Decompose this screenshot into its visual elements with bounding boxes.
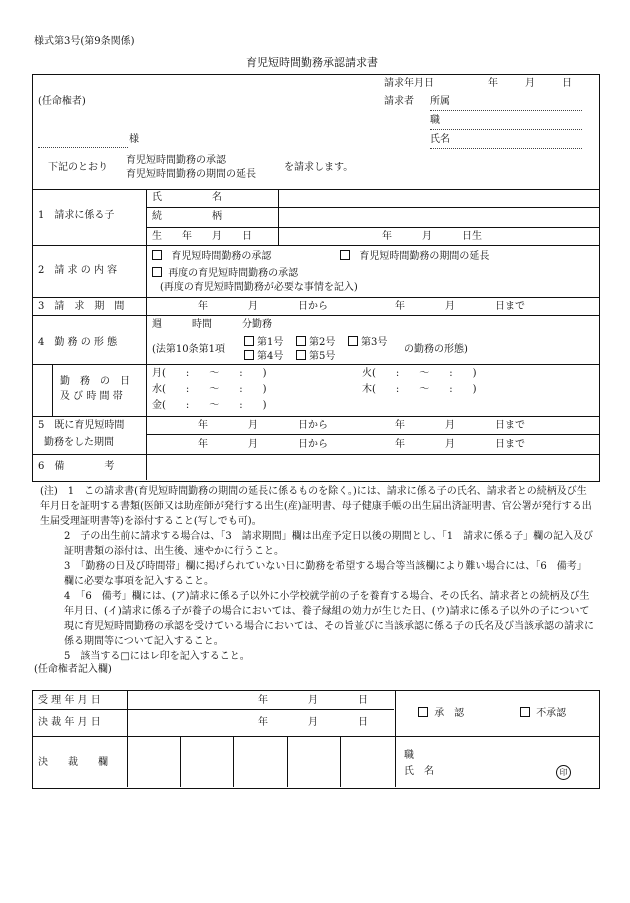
checkbox-extension[interactable] [340,250,350,260]
checkbox-item-1[interactable] [244,336,254,346]
note-3: 3 「勤務の日及び時間帯」欄に掲げられていない日に勤務を希望する場合等当該欄により難い場合には、「6 備考」欄に必要な事項を記入すること。 [64,561,587,587]
law-item-3[interactable] [348,336,387,349]
row-remarks-label: 6 備 考 [38,461,115,472]
content-option-approval-text: 育児短時間勤務の承認 [171,251,272,262]
content-option-reapproval[interactable] [152,267,298,280]
child-birthdate-value: 年 月 日生 [382,231,482,242]
day-label: 日 [562,78,572,89]
appointer-section-label: (任命権者記入欄) [34,664,112,675]
note-4: 4 「6 備考」欄には、(ア)請求に係る子以外に小学校就学前の子を養育する場合、その氏名、請求者との続柄及び生年月日、(イ)請求に係る子が養子の場合においては、養子縁組の効力が生じた日、(ウ)請求に係る子以外の子について現に育児短時間勤務の承認を受けている場合においては、その旨並びに当該承認に係る子の氏名及び当該承認の請求に係る期間等について記入すること。 [64,591,594,647]
day-monday: 月( : 〜 : ) [152,368,267,379]
approve-option[interactable] [418,707,464,720]
day-thursday: 木( : 〜 : ) [362,384,477,395]
content-option-reapproval-text: 再度の育児短時間勤務の承認 [168,268,299,279]
weekly-hours: 週 時間 分勤務 [152,319,272,330]
checkbox-item-5[interactable] [296,350,306,360]
sama-label: 様 [129,134,139,145]
period-to: 年 月 日まで [395,301,525,312]
note-1: (注) 1 この請求書(育児短時間勤務の期間の延長に係るものを除く。)には、請求に係る子の氏名、請求者との続柄及び生年月日を証明する書類(医師又は助産師が発行する出生(産)証明書、母子健康手帳の出生届出済証明書、官公署が発行する出生届受理証明書等)を添付すること(写しでも可)。 [40,486,592,527]
checkbox-approval[interactable] [152,250,162,260]
position-field[interactable] [430,129,582,130]
received-date-label: 受 理 年 月 日 [38,695,101,706]
row-child-label: 1 請求に係る子 [38,210,115,221]
received-date-value: 年 月 日 [258,695,368,706]
position-label: 職 [430,115,440,126]
checkbox-approve[interactable] [418,707,428,717]
day-tuesday: 火( : 〜 : ) [362,368,477,379]
decided-date-value: 年 月 日 [258,717,368,728]
period-from: 年 月 日から [198,301,328,312]
law-item-2[interactable] [296,336,335,349]
day-friday: 金( : 〜 : ) [152,400,267,411]
work-days-label: 勤 務 の 日 [60,376,130,387]
law-item-1[interactable] [244,336,283,349]
request-date-label: 請求年月日 [384,78,434,89]
law-item-5-text: 第5号 [309,351,336,362]
year-label: 年 [488,78,498,89]
past-period-1-from: 年 月 日から [198,420,328,431]
law-reference: (法第10条第1項 [152,344,225,355]
row-past-label-2: 勤務をした期間 [44,437,114,448]
intro-prefix: 下記のとおり [48,162,108,173]
child-relation-label: 続 柄 [152,211,222,222]
requester-label: 請求者 [384,96,414,107]
checkbox-item-3[interactable] [348,336,358,346]
affiliation-label: 所属 [430,96,450,107]
note-2: 2 子の出生前に請求する場合は、「3 請求期間」欄は出産予定日以後の期間とし、「1 請求に係る子」欄の記入及び証明書類の添付は、出生後、速やかに行うこと。 [64,531,594,557]
affiliation-field[interactable] [430,110,582,111]
note-5: 5 該当する□にはレ印を記入すること。 [64,651,250,662]
intro-suffix: を請求します。 [284,162,354,173]
seal-mark: 印 [556,765,571,780]
reject-option[interactable] [520,707,566,720]
day-wednesday: 水( : 〜 : ) [152,384,267,395]
row-period-label: 3 請 求 期 間 [38,301,125,312]
law-item-1-text: 第1号 [257,337,284,348]
past-period-2-to: 年 月 日まで [395,439,525,450]
law-item-4-text: 第4号 [257,351,284,362]
name-field[interactable] [430,148,582,149]
checkbox-reject[interactable] [520,707,530,717]
row-content-label: 2 請 求 の 内 容 [38,265,118,276]
reject-text: 不承認 [536,708,567,719]
intro-option-approval: 育児短時間勤務の承認 [126,155,226,166]
row-past-label-1: 5 既に育児短時間 [38,420,125,431]
law-item-2-text: 第2号 [309,337,336,348]
appointer-name-field[interactable] [38,147,128,148]
approval-column-label: 決 裁 欄 [38,757,108,768]
content-option-extension[interactable] [340,250,489,263]
month-label: 月 [525,78,535,89]
decided-date-label: 決 裁 年 月 日 [38,717,101,728]
child-name-label: 氏 名 [152,192,222,203]
checkbox-item-2[interactable] [296,336,306,346]
law-item-4[interactable] [244,350,283,363]
approver-name-label: 氏 名 [404,766,434,777]
notes-section [40,484,596,664]
form-number: 様式第3号(第9条関係) [34,36,135,47]
content-option-extension-text: 育児短時間勤務の期間の延長 [359,251,490,262]
law-reference-end: の勤務の形態) [404,344,468,355]
checkbox-reapproval[interactable] [152,267,162,277]
past-period-2-from: 年 月 日から [198,439,328,450]
content-reapproval-note: (再度の育児短時間勤務が必要な事情を記入) [160,282,358,293]
approve-text: 承 認 [434,708,465,719]
checkbox-item-4[interactable] [244,350,254,360]
row-work-style-label: 4 勤 務 の 形 態 [38,337,118,348]
child-birthdate-label: 生 年 月 日 [152,231,252,242]
work-hours-label: 及 び 時 間 帯 [60,391,123,402]
past-period-1-to: 年 月 日まで [395,420,525,431]
intro-option-extension: 育児短時間勤務の期間の延長 [126,169,256,180]
content-option-approval[interactable] [152,250,271,263]
appointer-label: (任命権者) [38,96,86,107]
name-label: 氏名 [430,134,450,145]
law-item-5[interactable] [296,350,335,363]
law-item-3-text: 第3号 [361,337,388,348]
approver-position-label: 職 [404,750,414,761]
page-title: 育児短時間勤務承認請求書 [246,56,378,69]
